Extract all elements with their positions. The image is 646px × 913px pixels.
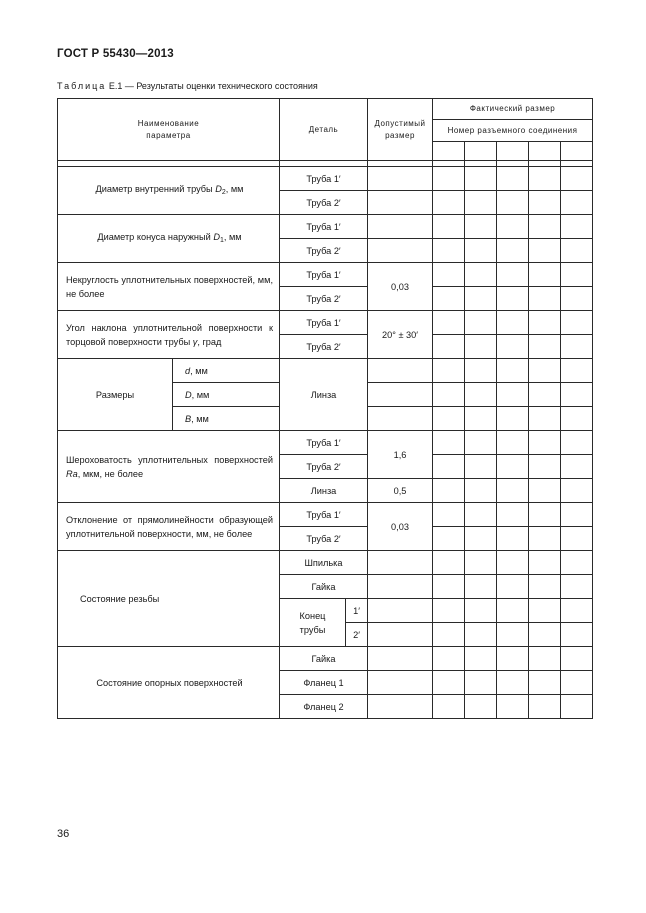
header-allowed-size: Допустимый размер: [368, 99, 433, 161]
part-cell: Гайка: [280, 575, 368, 599]
table-row: [58, 263, 593, 287]
part-cell: Линза: [280, 479, 368, 503]
part-cell: Фланец 2: [280, 695, 368, 719]
page-number: 36: [57, 828, 70, 840]
connection-column-2: [465, 142, 497, 161]
part-cell: Линза: [280, 359, 368, 431]
dimension-cell: D, мм: [173, 383, 280, 407]
part-cell: Труба 1′: [280, 215, 368, 239]
table-caption-prefix: Таблица: [57, 81, 107, 91]
dimension-cell: d, мм: [173, 359, 280, 383]
param-straightness: Отклонение от прямолинейности образующей уплотнительной поверхности, мм, не более: [58, 503, 280, 551]
part-cell: Труба 2′: [280, 239, 368, 263]
part-cell: Шпилька: [280, 551, 368, 575]
table-row: [58, 503, 593, 527]
connection-column-3: [497, 142, 529, 161]
part-cell: Труба 1′: [280, 167, 368, 191]
part-cell: Труба 2′: [280, 287, 368, 311]
part-cell: Труба 1′: [280, 263, 368, 287]
param-cone-diameter: Диаметр конуса наружный $D_1$, мм: [58, 215, 280, 263]
technical-condition-table: [57, 98, 593, 719]
table-caption: [57, 81, 318, 91]
param-inner-diameter: Диаметр внутренний трубы $D_2$, мм: [58, 167, 280, 215]
part-cell: Труба 1′: [280, 431, 368, 455]
param-thread: Состояние резьбы: [58, 551, 280, 647]
header-part: Деталь: [280, 99, 368, 161]
part-cell: Гайка: [280, 647, 368, 671]
standard-designation: ГОСТ Р 55430—2013: [57, 48, 174, 60]
table-row: [58, 647, 593, 671]
param-angle: Угол наклона уплотнительной поверхности к торцовой поверхности трубы γ, град: [58, 311, 280, 359]
table-caption-text: Е.1 — Результаты оценки технического состояния: [108, 81, 318, 91]
header-actual-size: Фактический размер: [433, 99, 593, 120]
allowed-size-cell: 1,6: [368, 431, 433, 479]
header-parameter: Наименование параметра: [58, 99, 280, 161]
pipe-end-number: 2′: [346, 623, 368, 647]
allowed-size-cell: 0,5: [368, 479, 433, 503]
allowed-size-cell: 20° ± 30′: [368, 311, 433, 359]
header-connection-number: Номер разъемного соединения: [433, 120, 593, 142]
param-bearing-surfaces: Состояние опорных поверхностей: [58, 647, 280, 719]
connection-column-4: [529, 142, 561, 161]
table-row: [58, 311, 593, 335]
table-row: [58, 431, 593, 455]
param-sizes: Размеры: [58, 359, 173, 431]
table-row: [58, 215, 593, 239]
part-cell: Фланец 1: [280, 671, 368, 695]
allowed-size-cell: 0,03: [368, 263, 433, 311]
part-cell: Труба 2′: [280, 455, 368, 479]
part-cell: Труба 1′: [280, 503, 368, 527]
part-cell: Труба 2′: [280, 191, 368, 215]
param-non-roundness: Некруглость уплотнительных поверхностей, мм, не более: [58, 263, 280, 311]
part-cell: Труба 2′: [280, 527, 368, 551]
connection-column-1: [433, 142, 465, 161]
part-cell: Труба 2′: [280, 335, 368, 359]
table-row: [58, 551, 593, 575]
connection-column-5: [561, 142, 593, 161]
pipe-end-number: 1′: [346, 599, 368, 623]
allowed-size-cell: 0,03: [368, 503, 433, 551]
part-cell: Труба 1′: [280, 311, 368, 335]
table-row: [58, 359, 593, 383]
table-row: [58, 167, 593, 191]
dimension-cell: B, мм: [173, 407, 280, 431]
pipe-end-cell: Конец трубы: [280, 599, 346, 647]
param-roughness: Шероховатость уплотнительных поверхностей Ra, мкм, не более: [58, 431, 280, 503]
